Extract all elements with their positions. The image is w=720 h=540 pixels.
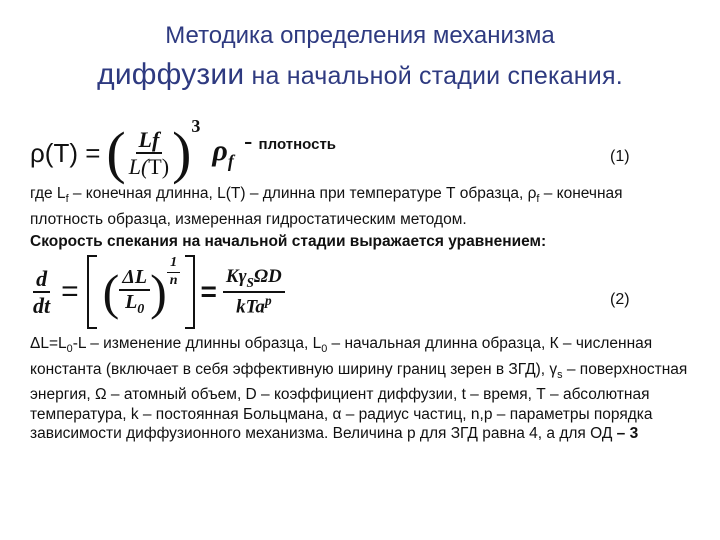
equation-2-number: (2): [610, 291, 630, 308]
title-rest: на начальной стадии спекания.: [244, 62, 623, 90]
paragraph-definitions-1: где $L_f$ – конечная длинна, L(T) – длинна при температуре Т образца, $\rho_f$ – конечная плотность образца, измеренная гидростатическим методом.: [30, 185, 623, 228]
eq2-equals-1: =: [61, 275, 79, 308]
slide-title-line-1: Методика определения механизма: [165, 22, 555, 49]
eq2-strain-fraction: $\frac{\Delta L}{L_0}$: [119, 267, 150, 318]
slide-title-line-2: [0, 58, 720, 92]
eq2-equals-2: =: [200, 276, 217, 307]
eq2-derivative: $\frac{d}{dt}$: [33, 265, 51, 318]
paragraph-definitions-2: $\Delta L=L_0-L$ – изменение длинны образца, $L_0$ – начальная длинна образца, К – численная константа (включает в себя эффективную ширину границ зерен в ЗГД), $\gamma_s$ – поверхностная энергия, Ω – атомный объем, D – коэффициент диффузии, t – время, Т – абсолютная температура, k – постоянная Больцмана, α – радиус частиц, n,p – параметры порядка зависимости диффузионного механизма. Величина p для ЗГД равна 4, а для ОД – 3: [30, 335, 688, 443]
eq1-numerator: Lf: [136, 128, 163, 154]
eq2-paren-left: (: [102, 264, 120, 320]
equation-1: [30, 118, 336, 188]
eq1-dash: -: [243, 126, 253, 156]
eq1-rho: $\rho_f$: [212, 134, 234, 171]
equation-2: [30, 254, 285, 330]
equation-1-number: (1): [610, 148, 630, 165]
eq2-bracket-right: [185, 255, 195, 329]
eq1-power: 3: [191, 116, 201, 136]
eq2-rhs-fraction: $\frac{K\gamma_S\Omega D}{kTa^p}$: [223, 267, 285, 317]
eq1-lhs: ρ(T) =: [30, 137, 101, 168]
eq1-label: плотность: [258, 136, 337, 153]
eq1-paren-right: ): [172, 120, 192, 185]
eq2-exponent: $\frac{1}{n}$: [167, 256, 181, 288]
eq1-fraction: [126, 128, 172, 178]
paragraph-sintering-rate: Скорость спекания на начальной стадии выражается уравнением:: [30, 233, 547, 250]
title-emphasis: диффузии: [97, 58, 245, 91]
eq1-denominator: L(T): [128, 154, 170, 179]
eq1-paren-left: (: [106, 120, 126, 185]
eq2-bracket-left: [87, 255, 97, 329]
eq2-paren-right: ): [150, 264, 167, 320]
